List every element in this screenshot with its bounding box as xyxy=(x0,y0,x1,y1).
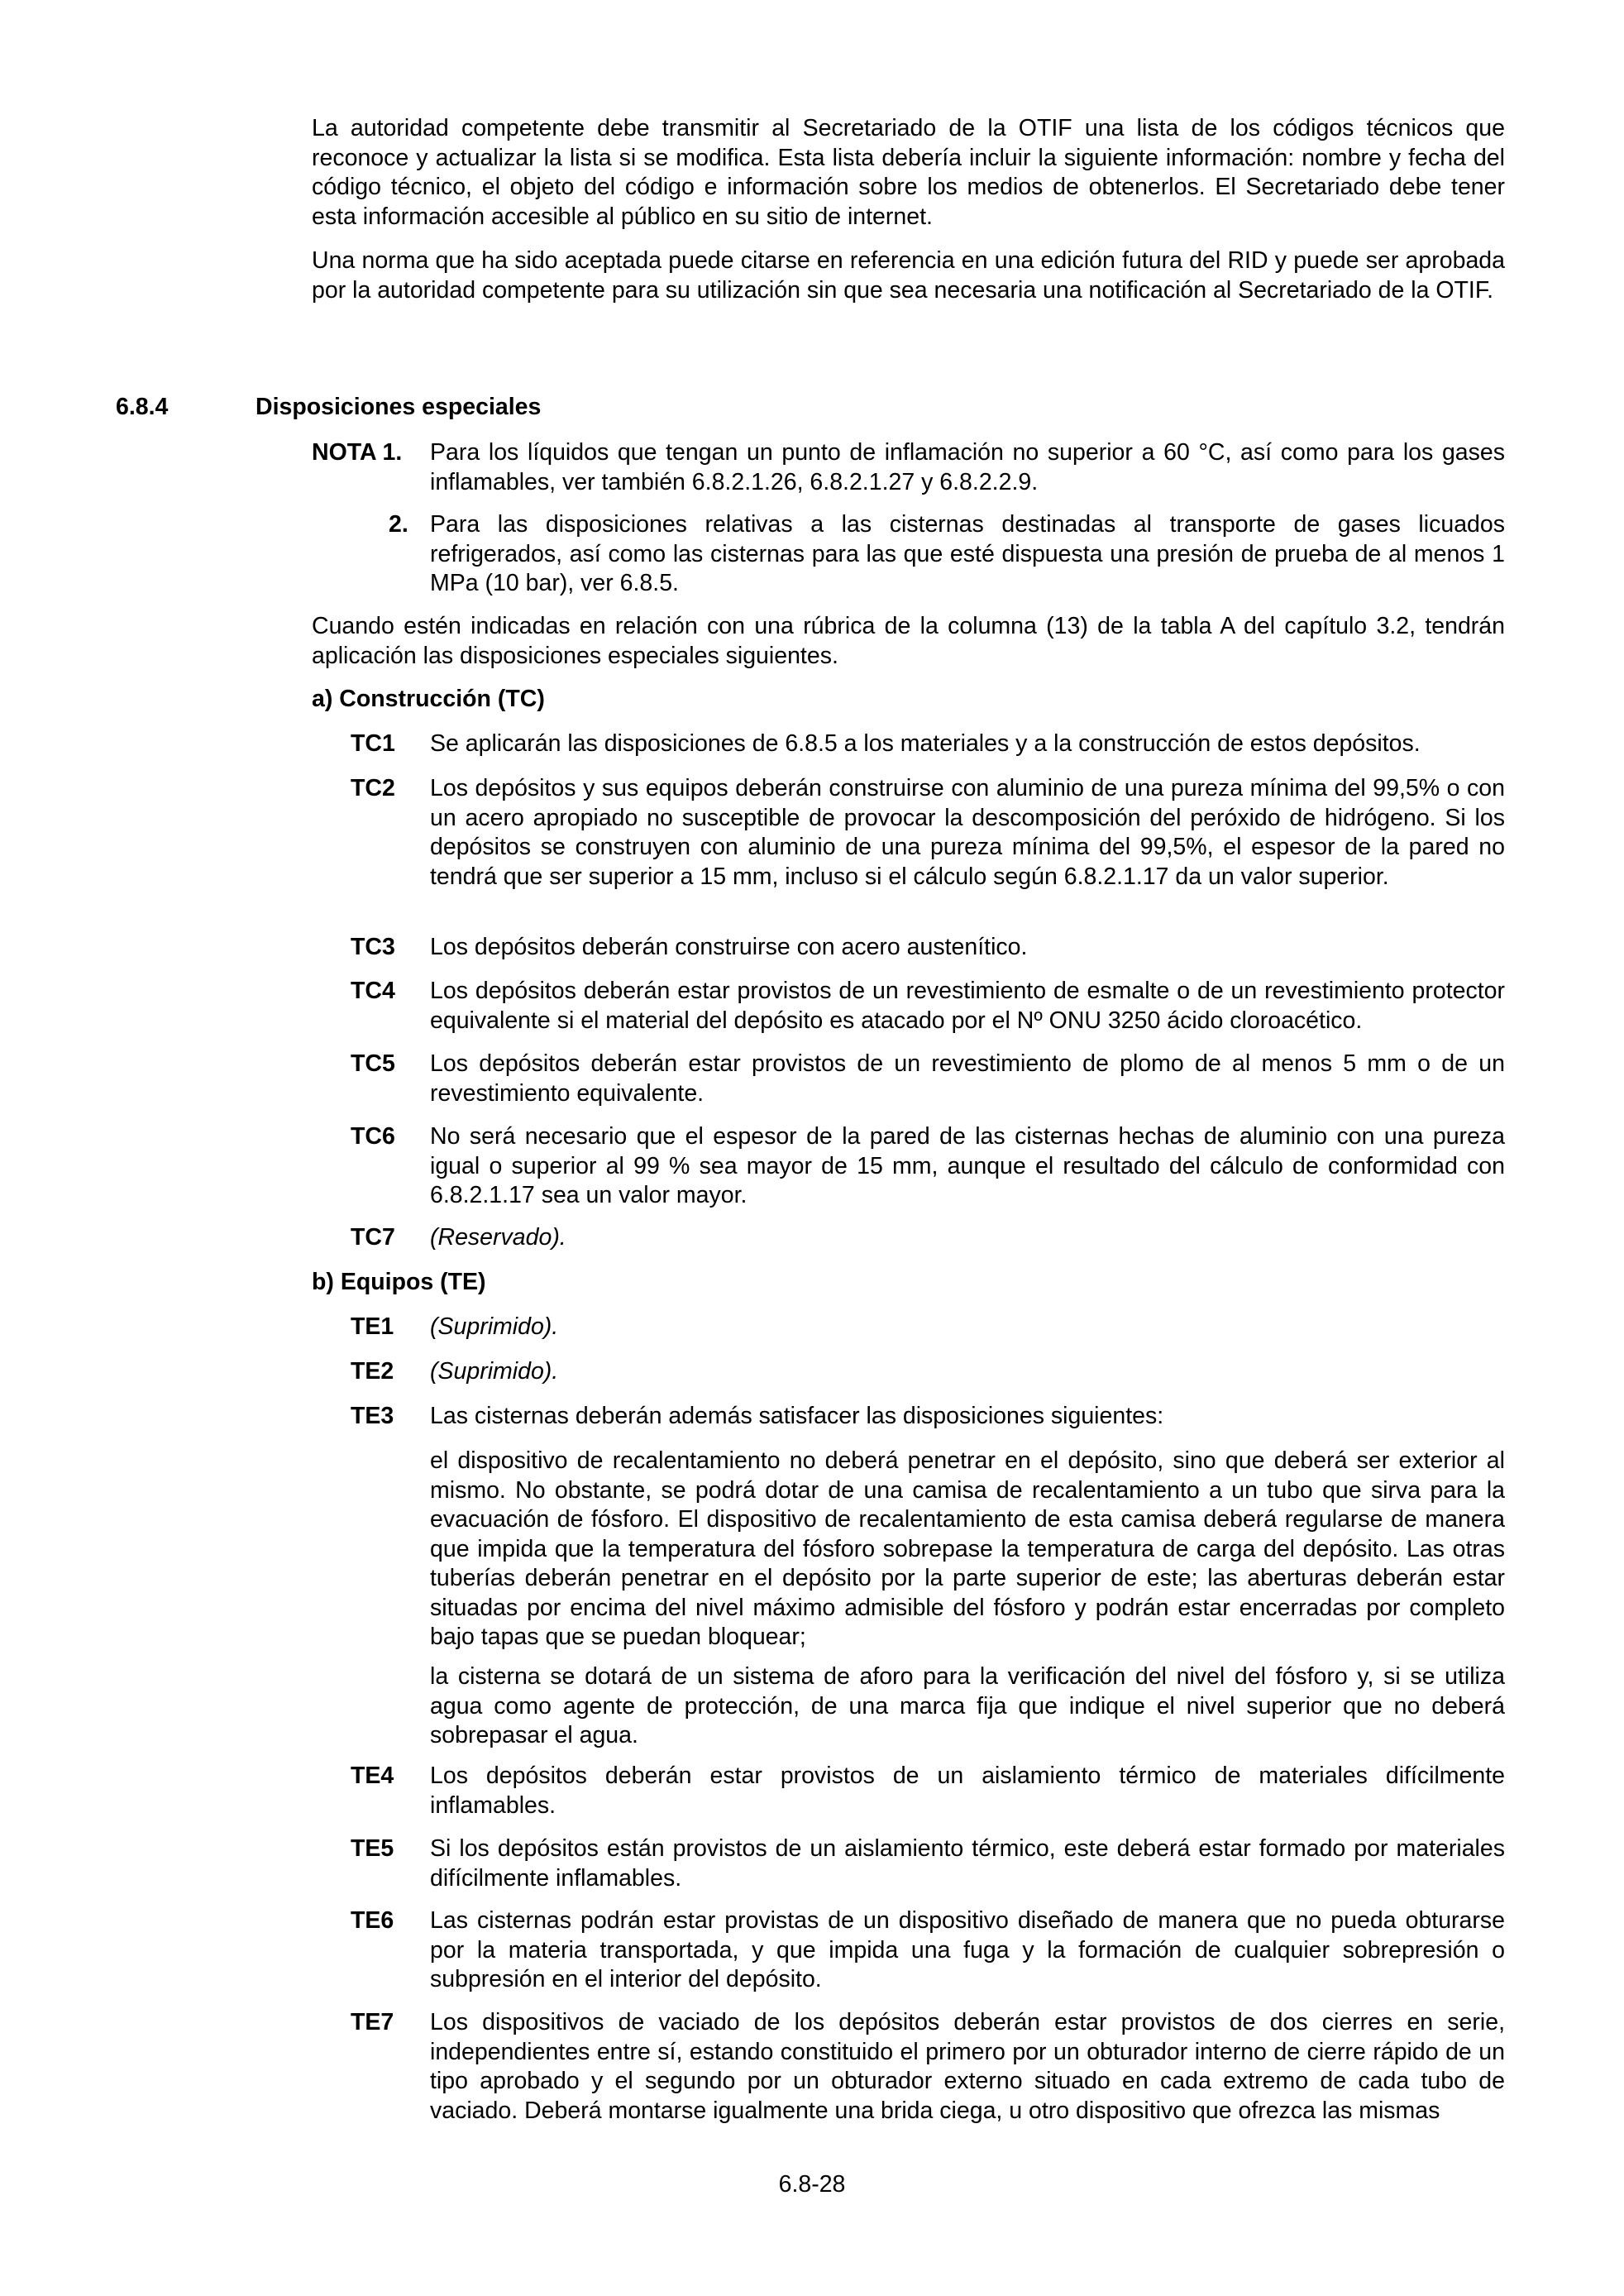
te4-code: TE4 xyxy=(351,1763,394,1789)
te3-code: TE3 xyxy=(351,1403,394,1429)
te3-paragraph-2: la cisterna se dotará de un sistema de aforo para la verificación del nivel del fósforo y, si se utiliza agua como agente de protección, de una marca fija que indique el nivel superior que no deberá sobrepasar el agua. xyxy=(430,1663,1505,1748)
tc4-text: Los depósitos deberán estar provistos de un revestimiento de esmalte o de un revestimiento protector equivalente si el material del depósito es atacado por el Nº ONU 3250 ácido cloroacético. xyxy=(430,978,1505,1034)
section-number: 6.8.4 xyxy=(116,394,169,420)
construction-heading: a) Construcción (TC) xyxy=(312,686,545,712)
te6-code: TE6 xyxy=(351,1907,394,1934)
te4-text: Los depósitos deberán estar provistos de un aislamiento térmico de materiales difícilmente inflamables. xyxy=(430,1763,1505,1819)
te1-code: TE1 xyxy=(351,1313,394,1340)
te2-code: TE2 xyxy=(351,1358,394,1385)
tc2-text: Los depósitos y sus equipos deberán construirse con aluminio de una pureza mínima del 99,5% o con un acero apropiado no susceptible de provocar la descomposición del peróxido de hidrógeno. Si los depósitos se construyen con aluminio de una pureza mínima del 99,5%, el espesor de la pared no tendrá que ser superior a 15 mm, incluso si el cálculo según 6.8.2.1.17 da un valor superior. xyxy=(430,775,1505,890)
note-2-text: Para las disposiciones relativas a las cisternas destinadas al transporte de gases licuados refrigerados, así como las cisternas para las que esté dispuesta una presión de prueba de al menos 1 MPa (10 bar), ver 6.8.5. xyxy=(430,511,1505,596)
te6-text: Las cisternas podrán estar provistas de un dispositivo diseñado de manera que no pueda obturarse por la materia transportada, y que impida una fuga y la formación de cualquier sobrepresión o subpresión en el interior del depósito. xyxy=(430,1907,1505,1992)
equipment-heading: b) Equipos (TE) xyxy=(312,1269,486,1295)
te5-text: Si los depósitos están provistos de un aislamiento térmico, este deberá estar formado por materiales difícilmente inflamables. xyxy=(430,1835,1505,1892)
applicability-paragraph: Cuando estén indicadas en relación con una rúbrica de la columna (13) de la tabla A del capítulo 3.2, tendrán aplicación las disposiciones especiales siguientes. xyxy=(312,613,1505,669)
tc7-code: TC7 xyxy=(351,1224,395,1251)
te3-paragraph-1: el dispositivo de recalentamiento no deberá penetrar en el depósito, sino que deberá ser exterior al mismo. No obstante, se podrá dotar de una camisa de recalentamiento a un tubo que sirva para la evacuación de fósforo. El dispositivo de recalentamiento de esta camisa deberá regularse de manera que impida que la temperatura del fósforo sobrepase la temperatura de carga del depósito. Las otras tuberías deberán penetrar en el depósito por la parte superior de este; las aberturas deberán estar situadas por encima del nivel máximo admisible del fósforo y podrán estar encerradas por completo bajo tapas que se puedan bloquear; xyxy=(430,1447,1505,1650)
tc7-text: (Reservado). xyxy=(430,1224,566,1251)
tc1-text: Se aplicarán las disposiciones de 6.8.5 a los materiales y a la construcción de estos depósitos. xyxy=(430,730,1421,757)
tc6-code: TC6 xyxy=(351,1123,395,1150)
section-title: Disposiciones especiales xyxy=(256,394,542,420)
tc2-code: TC2 xyxy=(351,775,395,801)
te7-code: TE7 xyxy=(351,2009,394,2035)
note-2-label: 2. xyxy=(389,511,408,538)
note-1-label: NOTA 1. xyxy=(312,439,403,466)
tc5-code: TC5 xyxy=(351,1050,395,1077)
tc5-text: Los depósitos deberán estar provistos de un revestimiento de plomo de al menos 5 mm o de un revestimiento equivalente. xyxy=(430,1050,1505,1107)
te2-text: (Suprimido). xyxy=(430,1358,559,1385)
te1-text: (Suprimido). xyxy=(430,1313,559,1340)
intro-paragraph-2: Una norma que ha sido aceptada puede citarse en referencia en una edición futura del RID y puede ser aprobada por la autoridad competente para su utilización sin que sea necesaria una notificación al Secretariado de la OTIF. xyxy=(312,247,1505,304)
tc3-code: TC3 xyxy=(351,934,395,960)
te3-text: Las cisternas deberán además satisfacer las disposiciones siguientes: xyxy=(430,1403,1164,1429)
intro-paragraph-1: La autoridad competente debe transmitir al Secretariado de la OTIF una lista de los códigos técnicos que reconoce y actualizar la lista si se modifica. Esta lista debería incluir la siguiente información: nombre y fecha del código técnico, el objeto del código e información sobre los medios de obtenerlos. El Secretariado debe tener esta información accesible al público en su sitio de internet. xyxy=(312,115,1505,230)
te5-code: TE5 xyxy=(351,1835,394,1862)
tc4-code: TC4 xyxy=(351,978,395,1004)
tc6-text: No será necesario que el espesor de la pared de las cisternas hechas de aluminio con una pureza igual o superior al 99 % sea mayor de 15 mm, aunque el resultado del cálculo de conformidad con 6.8.2.1.17 sea un valor mayor. xyxy=(430,1123,1505,1208)
tc3-text: Los depósitos deberán construirse con acero austenítico. xyxy=(430,934,1028,960)
page-number: 6.8-28 xyxy=(778,2171,846,2198)
tc1-code: TC1 xyxy=(351,730,395,757)
te7-text: Los dispositivos de vaciado de los depósitos deberán estar provistos de dos cierres en serie, independientes entre sí, estando constituido el primero por un obturador interno de cierre rápido de un tipo aprobado y el segundo por un obturador externo situado en cada extremo de cada tubo de vaciado. Deberá montarse igualmente una brida ciega, u otro dispositivo que ofrezca las mismas xyxy=(430,2009,1505,2124)
note-1-text: Para los líquidos que tengan un punto de inflamación no superior a 60 °C, así como para los gases inflamables, ver también 6.8.2.1.26, 6.8.2.1.27 y 6.8.2.2.9. xyxy=(430,439,1505,495)
